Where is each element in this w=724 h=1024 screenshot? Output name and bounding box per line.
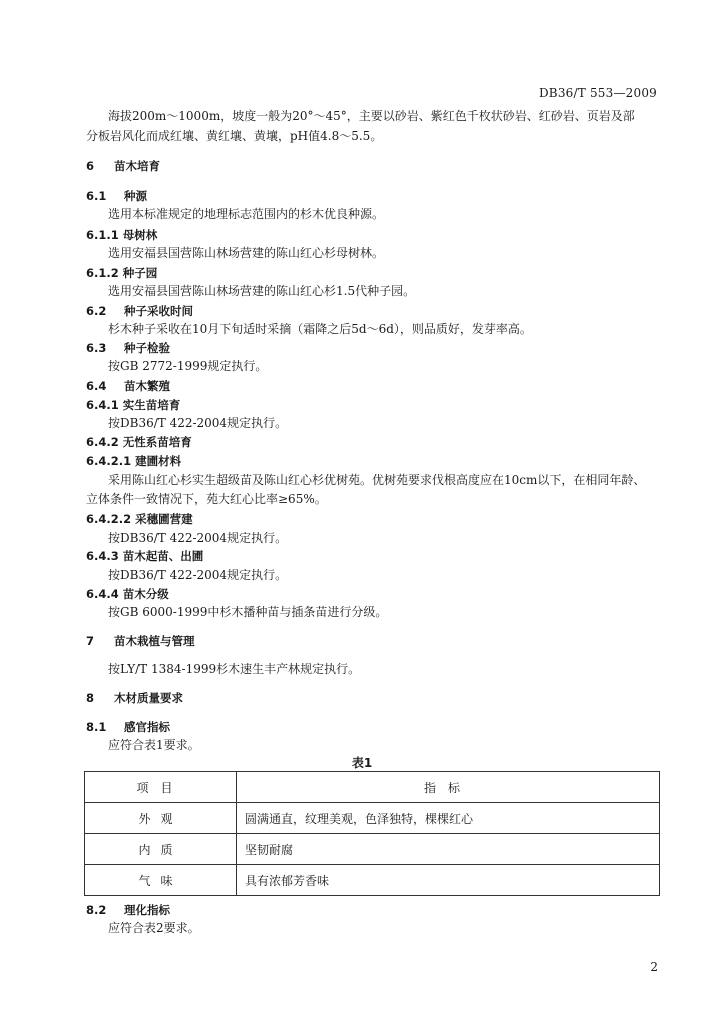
section-heading-6-4 <box>86 378 170 394</box>
section-heading-8-1 <box>86 719 170 735</box>
section-number: 8.1 <box>86 720 107 734</box>
section-number: 8 <box>86 691 95 705</box>
section-body: 按LY/T 1384-1999杉木速生丰产林规定执行。 <box>108 662 361 676</box>
section-title: 理化指标 <box>124 903 171 917</box>
section-title: 无性系苗培育 <box>122 435 192 449</box>
section-title: 苗木起苗、出圃 <box>122 549 204 563</box>
section-heading-6-4-2-2 <box>86 511 193 527</box>
section-title: 种子园 <box>122 266 158 280</box>
section-title: 种子采收时间 <box>124 304 194 318</box>
section-heading-6-4-2 <box>86 434 192 450</box>
table-cell-indicator: 坚韧耐腐 <box>237 834 660 865</box>
table-cell-item: 外观 <box>85 803 237 834</box>
section-title: 母树林 <box>122 228 158 242</box>
standard-code: DB36/T 553—2009 <box>538 86 657 100</box>
table-cell-item: 气味 <box>85 865 237 896</box>
section-heading-6 <box>86 158 160 174</box>
page-number: 2 <box>650 960 658 974</box>
section-number: 6.4.2.2 <box>86 512 132 526</box>
section-number: 6 <box>86 159 95 173</box>
section-title: 苗木栽植与管理 <box>114 634 195 648</box>
section-title: 建圃材料 <box>135 454 182 468</box>
section-body: 应符合表2要求。 <box>108 921 200 935</box>
section-heading-6-4-3 <box>86 548 203 564</box>
section-title: 种子检验 <box>124 341 171 355</box>
section-body: 按GB 6000-1999中杉木播种苗与插条苗进行分级。 <box>108 605 388 619</box>
section-body: 立体条件一致情况下，苑大红心比率≥65%。 <box>86 492 327 506</box>
section-body: 选用安福县国营陈山林场营建的陈山红心杉1.5代种子园。 <box>108 284 416 298</box>
section-number: 6.2 <box>86 304 107 318</box>
section-heading-6-1-1 <box>86 227 157 243</box>
section-body: 按GB 2772-1999规定执行。 <box>108 359 268 373</box>
table-cell-item: 内质 <box>85 834 237 865</box>
section-body: 选用本标准规定的地理标志范围内的杉木优良种源。 <box>108 207 385 221</box>
section-title: 实生苗培育 <box>122 398 181 412</box>
table-row <box>85 803 660 834</box>
section-heading-6-3 <box>86 340 170 356</box>
section-title: 感官指标 <box>124 720 171 734</box>
section-title: 采穗圃营建 <box>135 512 193 526</box>
section-heading-8 <box>86 690 183 706</box>
table-header-cell: 指标 <box>237 772 660 803</box>
section-heading-8-2 <box>86 902 170 918</box>
section-heading-7 <box>86 633 195 649</box>
section-title: 苗木分级 <box>122 587 169 601</box>
table-cell-indicator: 具有浓郁芳香味 <box>237 865 660 896</box>
table-header-row <box>85 772 660 803</box>
section-title: 苗木繁殖 <box>124 379 171 393</box>
paragraph-line: 海拔200m～1000m，坡度一般为20°～45°，主要以砂岩、紫红色千枚状砂岩、红砂岩、页岩及部 <box>108 109 635 123</box>
section-body: 按DB36/T 422-2004规定执行。 <box>108 531 288 545</box>
section-body: 杉木种子采收在10月下旬适时采摘（霜降之后5d～6d），则品质好，发芽率高。 <box>108 322 532 336</box>
section-number: 6.1 <box>86 189 107 203</box>
section-body: 采用陈山红心杉实生超级苗及陈山红心杉优树苑。优树苑要求伐根高度应在10cm以下，在相同年龄、 <box>108 473 646 487</box>
section-number: 8.2 <box>86 903 107 917</box>
table-row <box>85 865 660 896</box>
section-number: 6.4.1 <box>86 398 119 412</box>
section-heading-6-4-1 <box>86 397 180 413</box>
section-heading-6-4-4 <box>86 586 169 602</box>
section-heading-6-1-2 <box>86 265 157 281</box>
table-1 <box>84 771 660 896</box>
table-row <box>85 834 660 865</box>
section-number: 6.4.2 <box>86 435 119 449</box>
section-body: 应符合表1要求。 <box>108 738 200 752</box>
section-number: 6.4.2.1 <box>86 454 132 468</box>
table-cell-indicator: 圆满通直，纹理美观，色泽独特，棵棵红心 <box>237 803 660 834</box>
section-title: 种源 <box>124 189 148 203</box>
section-heading-6-4-2-1 <box>86 453 181 469</box>
table-caption: 表1 <box>351 756 373 770</box>
section-body: 按DB36/T 422-2004规定执行。 <box>108 416 288 430</box>
section-number: 6.3 <box>86 341 107 355</box>
section-heading-6-1 <box>86 188 147 204</box>
paragraph-line: 分板岩风化而成红壤、黄红壤、黄壤，pH值4.8～5.5。 <box>86 129 383 143</box>
section-number: 6.1.1 <box>86 228 119 242</box>
table-header-cell: 项目 <box>85 772 237 803</box>
section-title: 苗木培育 <box>114 159 161 173</box>
section-number: 6.4 <box>86 379 107 393</box>
section-body: 选用安福县国营陈山林场营建的陈山红心杉母树林。 <box>108 246 385 260</box>
section-body: 按DB36/T 422-2004规定执行。 <box>108 568 288 582</box>
section-number: 6.4.4 <box>86 587 119 601</box>
section-number: 6.1.2 <box>86 266 119 280</box>
section-number: 6.4.3 <box>86 549 119 563</box>
section-title: 木材质量要求 <box>114 691 184 705</box>
section-number: 7 <box>86 634 95 648</box>
section-heading-6-2 <box>86 303 193 319</box>
